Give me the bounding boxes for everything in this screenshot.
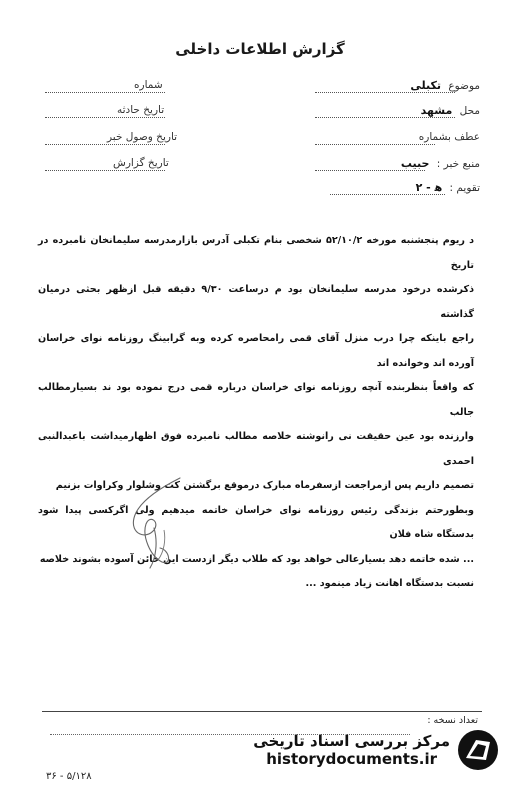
body-line: تصمیم داریم پس ازمراجعت ازسفرماه مبارک درموقع برگشتن کت وشلوار وکراوات بزنیم — [55, 480, 474, 491]
body-line: وبطورحتم بزندگی رئیس روزنامه نوای خراسان خاتمه میدهیم ولی اگرکسی پیدا شود بدستگاه شاه فلان — [38, 504, 474, 540]
watermark — [253, 728, 500, 772]
body-line: ذکرشده درخود مدرسه سلیمانخان بود م درساعت ۹/۳۰ دقیقه قبل ازظهر بحثی درمیان گذاشته — [38, 284, 474, 320]
field-calendar — [416, 181, 480, 194]
archive-logo-icon — [456, 728, 500, 772]
watermark-text — [253, 732, 450, 768]
field-report-date-line — [45, 170, 165, 171]
field-receipt-date — [103, 131, 177, 143]
field-incident-date — [113, 104, 164, 116]
body-line: نسبت بدستگاه اهانت زیاد مینمود ... — [305, 578, 474, 589]
field-calendar-line — [330, 194, 445, 195]
watermark-url: historydocuments.ir — [266, 750, 438, 768]
field-subject-line — [315, 92, 455, 93]
field-calendar-label: تقویم : — [449, 182, 480, 194]
field-subject-label: موضوع — [448, 80, 480, 92]
field-subject — [410, 79, 480, 92]
body-line: راجع باینکه چرا درب منزل آقای قمی رامحاصره کرده وبه گرابینگ روزنامه نوای خراسان آورده اند وخوانده اند — [38, 333, 474, 369]
field-receipt-date-label: تاریخ وصول خبر — [107, 131, 178, 143]
field-reference-line — [315, 144, 435, 145]
document-number: ۵/۱۲۸ - ۳۶ — [46, 771, 92, 782]
field-number-line — [45, 92, 165, 93]
field-incident-date-line — [45, 117, 165, 118]
field-location-line — [315, 117, 455, 118]
body-line: ... شده خاتمه دهد بسیارعالی خواهد بود که طلاب دیگر ازدست این خائن آسوده بشوند خلاصه — [39, 553, 474, 565]
copies-count-label: تعداد نسخه : — [427, 715, 478, 726]
field-location — [421, 104, 480, 117]
field-number-label: شماره — [134, 79, 163, 91]
field-source-label: منبع خبر : — [436, 158, 480, 170]
field-reference-label: عطف بشماره — [418, 131, 480, 143]
report-body — [38, 229, 474, 597]
field-location-label: محل — [459, 105, 480, 117]
field-report-date — [109, 157, 169, 169]
body-line: وارزنده بود عین حقیقت نی رانوشته خلاصه مطالب نامبرده فوق اظهارمیداشت باعبدالنبی احمدی — [38, 431, 474, 467]
watermark-name: مرکز بررسی اسناد تاریخی — [253, 732, 450, 750]
field-subject-value: تکبلی — [410, 79, 441, 92]
report-title: گزارش اطلاعات داخلی — [175, 40, 345, 58]
field-report-date-label: تاریخ گزارش — [113, 157, 169, 169]
field-location-value: مشهد — [420, 104, 453, 117]
body-line: که واقعاً بنظربنده آنچه روزنامه نوای خراسان درباره قمی درج نموده بود ند بسیارمطالب جالب — [38, 382, 474, 418]
field-calendar-value: ه‍ - ۲ — [415, 181, 443, 194]
field-receipt-date-line — [45, 144, 165, 145]
field-incident-date-label: تاریخ حادثه — [117, 104, 165, 116]
field-reference — [415, 131, 480, 143]
field-number — [130, 79, 163, 91]
field-source-value: حبیب — [400, 157, 430, 170]
signature-scribble — [120, 470, 210, 580]
field-source-line — [315, 170, 425, 171]
body-line: د ریوم پنجشنبه مورخه ۵۲/۱۰/۲ شخصی بنام تکبلی آدرس بازارمدرسه سلیمانخان نامبرده در تاریخ — [38, 235, 474, 271]
footer-divider — [42, 711, 482, 712]
field-source — [401, 157, 480, 170]
